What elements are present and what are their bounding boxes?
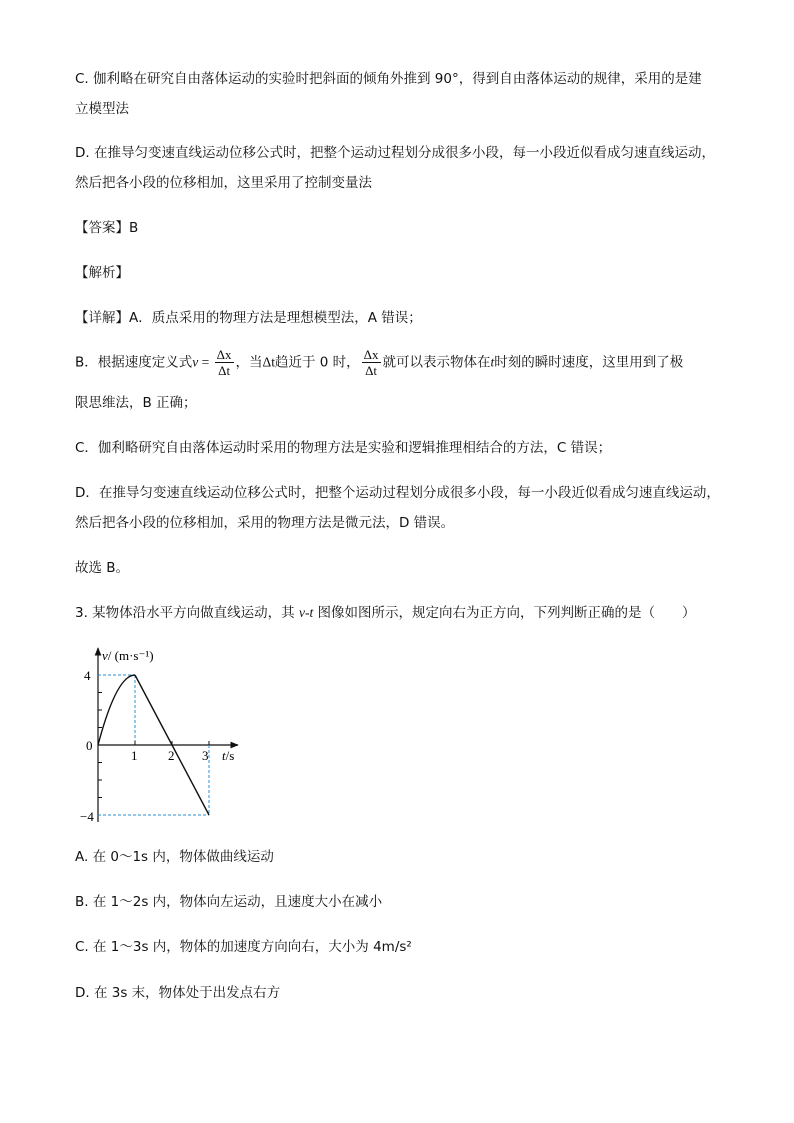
time-symbol: t (490, 354, 495, 370)
detail-b-mid3: 就可以表示物体在 (382, 354, 491, 371)
option-d: D. 在 3s 末，物体处于出发点右方 (75, 985, 281, 1001)
option-b: B. 在 1～2s 内，物体向左运动，且速度大小在减小 (75, 894, 383, 910)
x-tick-label-1: 1 (131, 748, 138, 763)
y-axis-label: v/ (m·s⁻¹) (102, 648, 154, 663)
ratio-fraction (362, 347, 381, 378)
fraction-denominator: Δt (218, 363, 231, 378)
analysis-label: 【解析】 (75, 265, 129, 281)
delta-t-symbol: Δt (262, 354, 275, 370)
detail-b-suffix: 时刻的瞬时速度，这里用到了极 (494, 354, 684, 371)
detail-b-mid2: 趋近于 0 时， (274, 354, 360, 371)
detail-d-line-2: 然后把各小段的位移相加，采用的物理方法是微元法，D 错误。 (75, 515, 455, 531)
vt-graph (80, 640, 250, 830)
vt-symbol: v-t (298, 605, 314, 620)
detail-b-mid: ，当 (235, 354, 263, 371)
option-a: A. 在 0～1s 内，物体做曲线运动 (75, 849, 274, 865)
detail-b-line-1 (75, 347, 683, 378)
velocity-fraction (215, 347, 234, 378)
curve-segment (98, 675, 135, 745)
x-axis-label: t/s (222, 748, 235, 763)
detail-b-prefix: B．根据速度定义式 (75, 354, 193, 371)
detail-a: 【详解】A．质点采用的物理方法是理想模型法，A 错误； (75, 310, 422, 326)
answer-label: 【答案】B (75, 220, 139, 236)
origin-label: 0 (86, 738, 93, 753)
y-tick-label-4: 4 (84, 668, 91, 683)
option-c: C. 在 1～3s 内，物体的加速度方向向右，大小为 4m/s² (75, 939, 412, 955)
detail-b-line-2: 限思维法，B 正确； (75, 395, 197, 411)
velocity-symbol: v (192, 354, 199, 370)
x-tick-label-3: 3 (202, 748, 209, 763)
option-c-line-1: C. 伽利略在研究自由落体运动的实验时把斜面的倾角外推到 90°，得到自由落体运动的规律，采用的是建 (75, 71, 702, 87)
fraction-numerator: Δx (216, 347, 232, 362)
question-3-stem (75, 604, 696, 622)
x-tick-label-2: 2 (168, 748, 175, 763)
ratio-denominator: Δt (365, 363, 378, 378)
detail-c: C．伽利略研究自由落体运动时采用的物理方法是实验和逻辑推理相结合的方法，C 错误； (75, 440, 612, 456)
ratio-numerator: Δx (363, 347, 379, 362)
question-3-suffix: 图像如图所示，规定向右为正方向，下列判断正确的是（ ） (313, 605, 696, 621)
equals-sign: = (198, 354, 213, 370)
y-tick-label-neg4: −4 (80, 809, 94, 824)
conclusion: 故选 B。 (75, 560, 130, 576)
detail-d-line-1: D．在推导匀变速直线运动位移公式时，把整个运动过程划分成很多小段，每一小段近似看成匀速直线运动， (75, 485, 720, 501)
option-c-line-2: 立模型法 (75, 101, 129, 117)
option-d-line-1: D. 在推导匀变速直线运动位移公式时，把整个运动过程划分成很多小段，每一小段近似看成匀速直线运动， (75, 145, 715, 161)
option-d-line-2: 然后把各小段的位移相加，这里采用了控制变量法 (75, 175, 372, 191)
question-3-prefix: 3. 某物体沿水平方向做直线运动，其 (75, 605, 299, 621)
